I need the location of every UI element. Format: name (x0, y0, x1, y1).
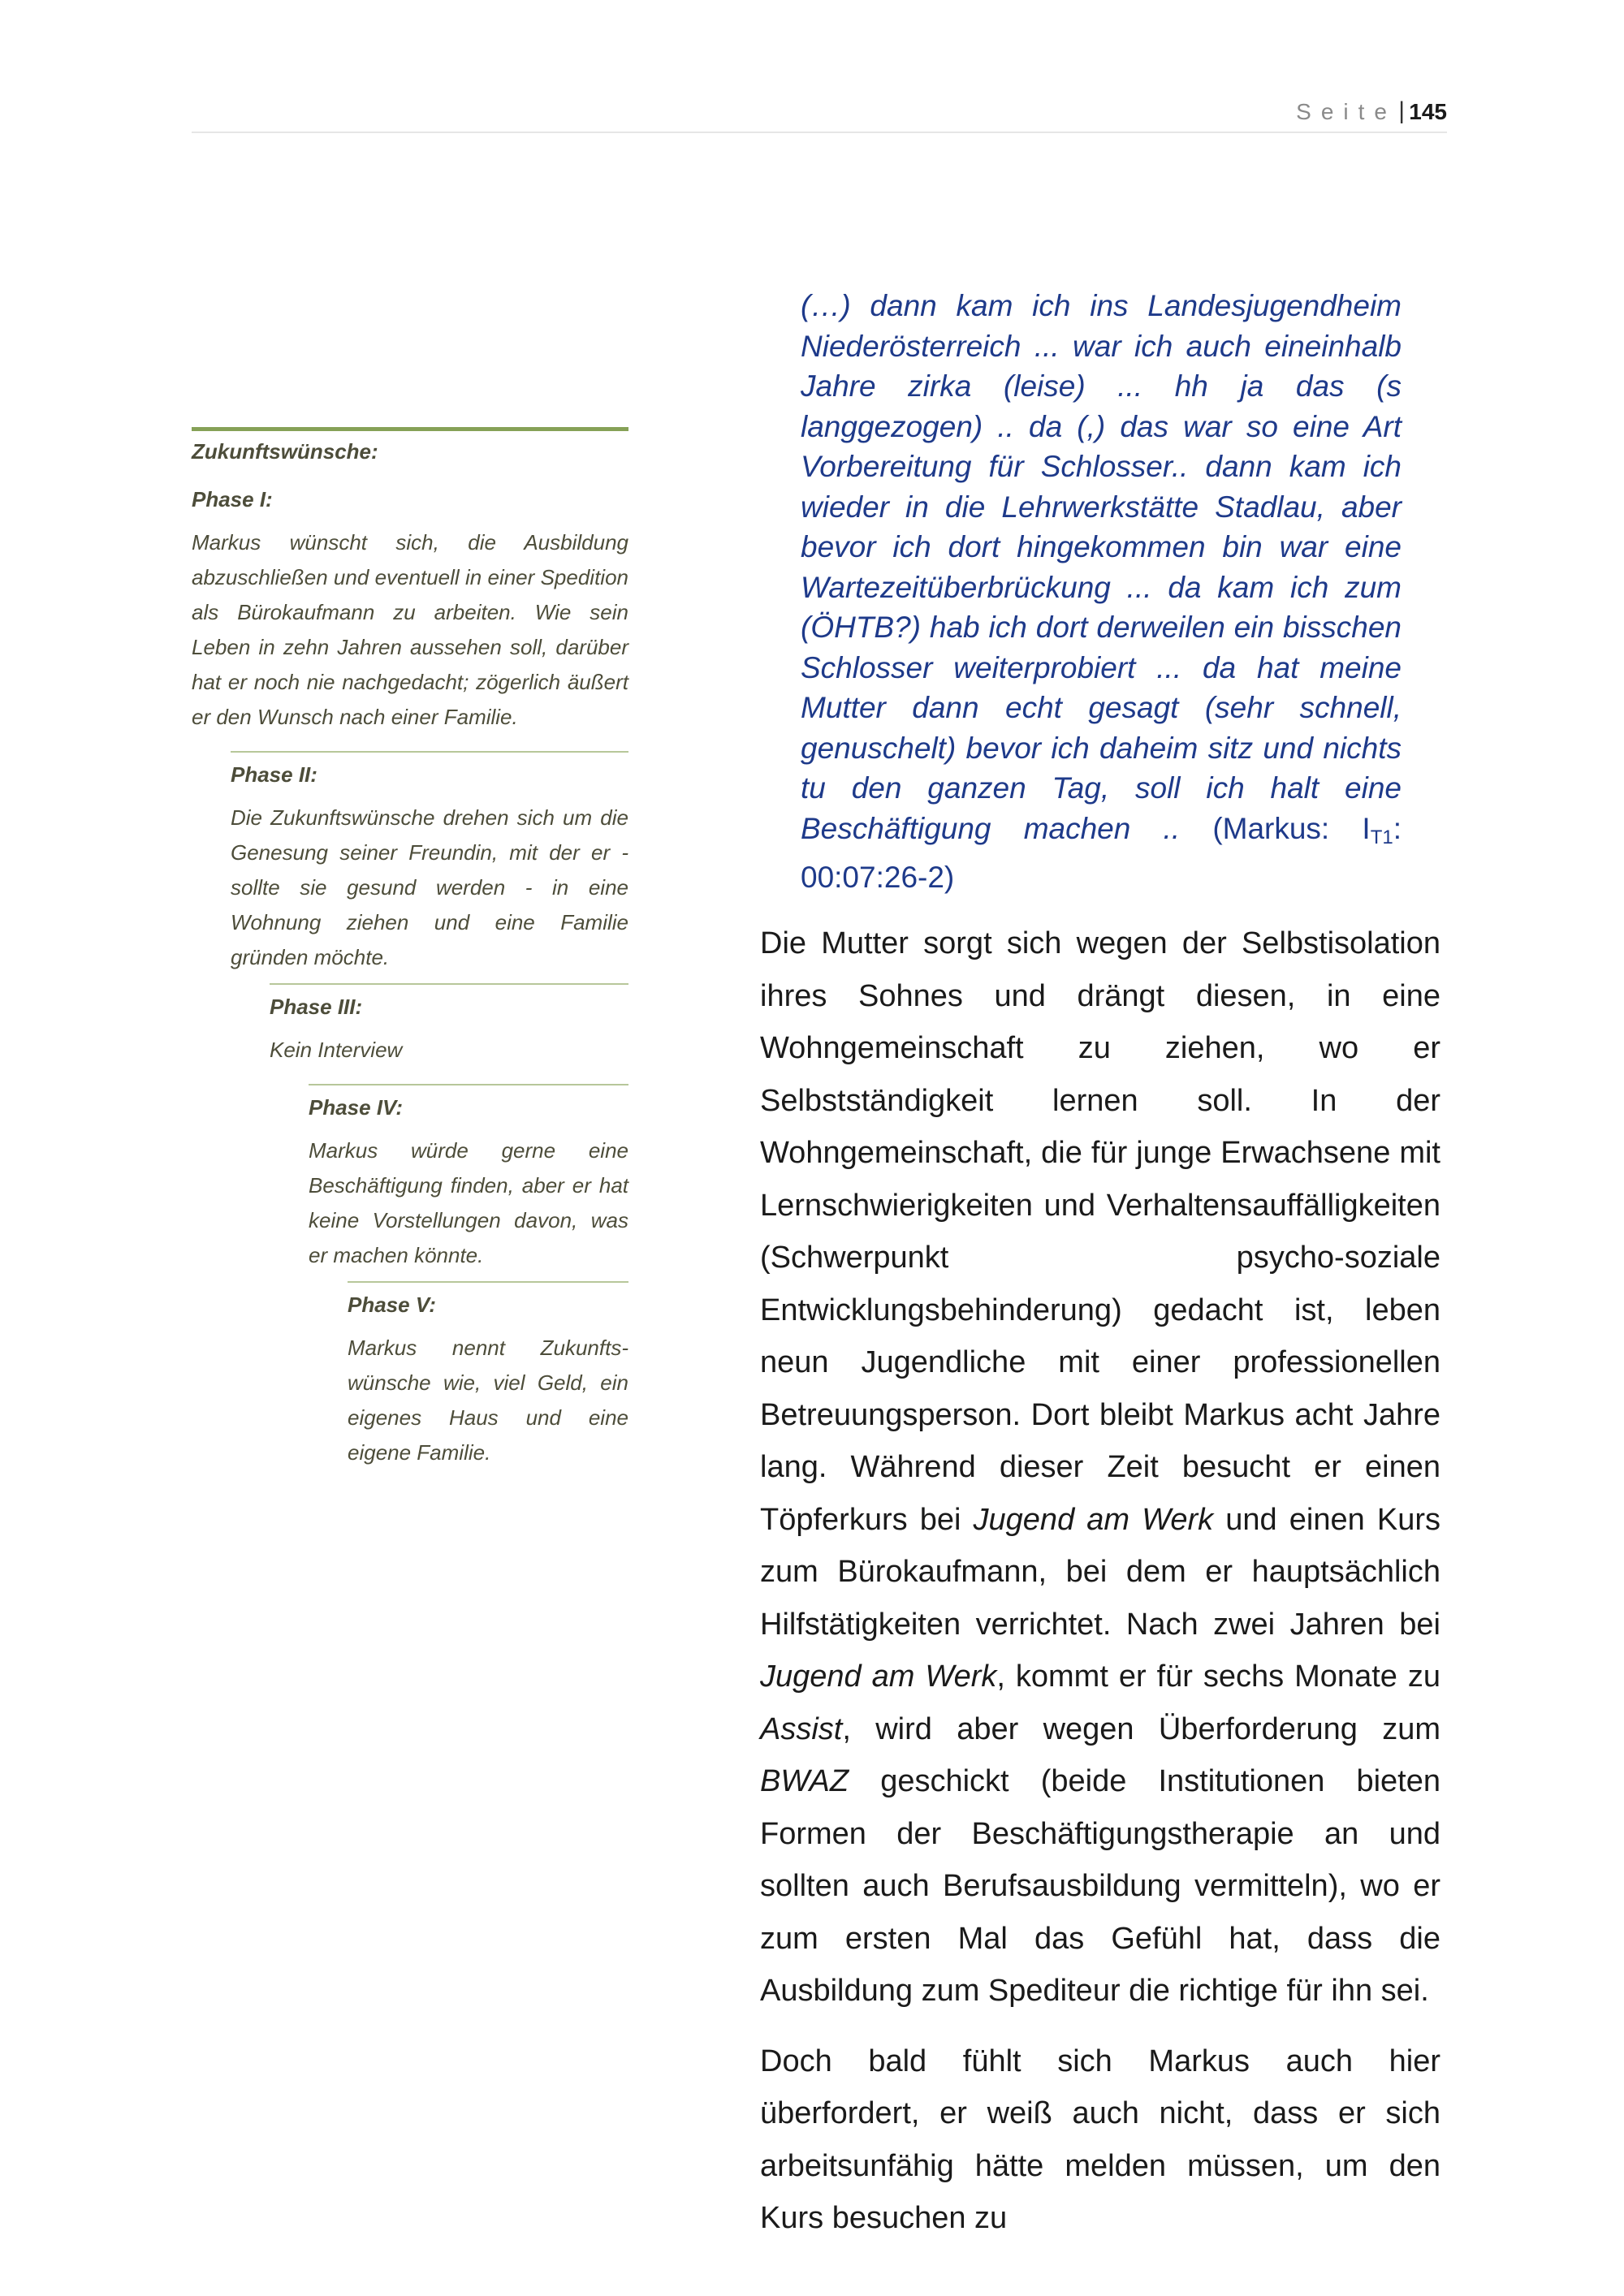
text-run: und einen Kurs zum Bürokaufmann, bei dem er hauptsächlich Hilfstätigkeiten verrichtet. Nach zwei Jahren bei (760, 1502, 1440, 1642)
phase-text: Markus würde gerne eine Beschäftigung finden, aber er hat keine Vorstellungen davon, was er machen könnte. (309, 1138, 628, 1267)
phase-title: Phase III: (270, 995, 363, 1019)
sidebar-future-wishes (192, 427, 628, 1470)
emphasis: Jugend am Werk (973, 1502, 1214, 1537)
quote-ref-prefix: (Markus: I (1212, 811, 1371, 845)
quote-body: (…) dann kam ich ins Landesjugendheim Niederösterreich ... war ich auch eineinhalb Jahre zirka (leise) ... hh ja das (s langgezogen) .. da (,) das war so eine Art Vorbereitung für Schlosser.. dann kam ich wieder in die Lehrwerkstätte Stadlau, aber bevor ich dort hingekommen bin war eine Wartezeitüberbrückung ... da kam ich zum (ÖHTB?) hab ich dort derweilen ein bisschen Schlosser weiterprobiert ... da hat meine Mutter dann echt gesagt (sehr schnell, genuschelt) bevor ich daheim sitz und nichts tu den ganzen Tag, soll ich halt eine Beschäftigung machen .. (801, 289, 1402, 845)
emphasis: Assist (760, 1711, 843, 1746)
phase-title: Phase II: (231, 762, 317, 787)
sidebar-heading: Zukunftswünsche: (192, 427, 628, 464)
phase-text: Markus wünscht sich, die Ausbildung abzuschließen und eventuell in einer Spedition als Bürokaufmann zu arbeiten. Wie sein Leben in zehn Jahren aussehen soll, darüber hat er noch nie nachgedacht; zögerlich äußert er den Wunsch nach einer Familie. (192, 530, 628, 729)
header-label: Seite (1296, 99, 1397, 124)
phase-text: Kein Interview (270, 1038, 403, 1062)
phase-title: Phase V: (348, 1293, 436, 1317)
emphasis: BWAZ (760, 1764, 849, 1798)
phase-text: Die Zukunftswünsche drehen sich um die Genesung seiner Freundin, mit der er - sollte sie gesund werden - in eine Wohnung ziehen und eine Familie gründen möchte. (231, 805, 628, 969)
phase-title: Phase I: (192, 487, 273, 511)
page-number: 145 (1409, 99, 1447, 124)
phase-4 (309, 1084, 628, 1273)
phase-3 (270, 983, 628, 1068)
text-run: Die Mutter sorgt sich wegen der Selbstisolation ihres Sohnes und drängt diesen, in eine Wohngemeinschaft zu ziehen, wo er Selbstständigkeit lernen soll. In der Wohngemeinschaft, die für junge Erwachsene mit Lernschwierigkeiten und Verhaltensauffälligkeiten (Schwerpunkt psycho-soziale Entwicklungsbehinderung) gedacht ist, leben neun Jugendliche mit einer professionellen Betreuungsperson. Dort bleibt Markus acht Jahre lang. Während dieser Zeit besucht er einen Töpferkurs bei (760, 926, 1440, 1537)
phase-2 (231, 751, 628, 975)
phase-text: Markus nennt Zukunfts-wünsche wie, viel Geld, ein eigenes Haus und eine eigene Familie. (348, 1336, 628, 1465)
phase-title: Phase IV: (309, 1095, 404, 1120)
phase-5 (348, 1281, 628, 1470)
text-run: , wird aber wegen Überforderung zum (842, 1711, 1440, 1746)
page-header (192, 91, 1447, 133)
paragraph: Doch bald fühlt sich Markus auch hier überfordert, er weiß auch nicht, dass er sich arbeitsunfähig hätte melden müssen, um den Kurs besuchen zu (760, 2044, 1440, 2235)
interview-quote (801, 286, 1402, 898)
quote-text (801, 286, 1402, 898)
quote-ref-sub: T1 (1370, 826, 1393, 848)
paragraph (760, 917, 1440, 2018)
main-text (760, 917, 1440, 2263)
phase-1 (192, 487, 628, 735)
emphasis: Jugend am Werk (760, 1659, 997, 1694)
text-run: , kommt er für sechs Monate zu (996, 1659, 1440, 1694)
quote-ref-suffix: : 00:07:26-2) (801, 811, 1402, 894)
header-separator: | (1398, 97, 1405, 124)
text-run: geschickt (beide Institutionen bieten Formen der Beschäftigungstherapie an und sollten auch Berufsausbildung vermitteln), wo er zum ersten Mal das Gefühl hat, dass die Ausbildung zum Spediteur die richtige für ihn sei. (760, 1764, 1440, 2008)
